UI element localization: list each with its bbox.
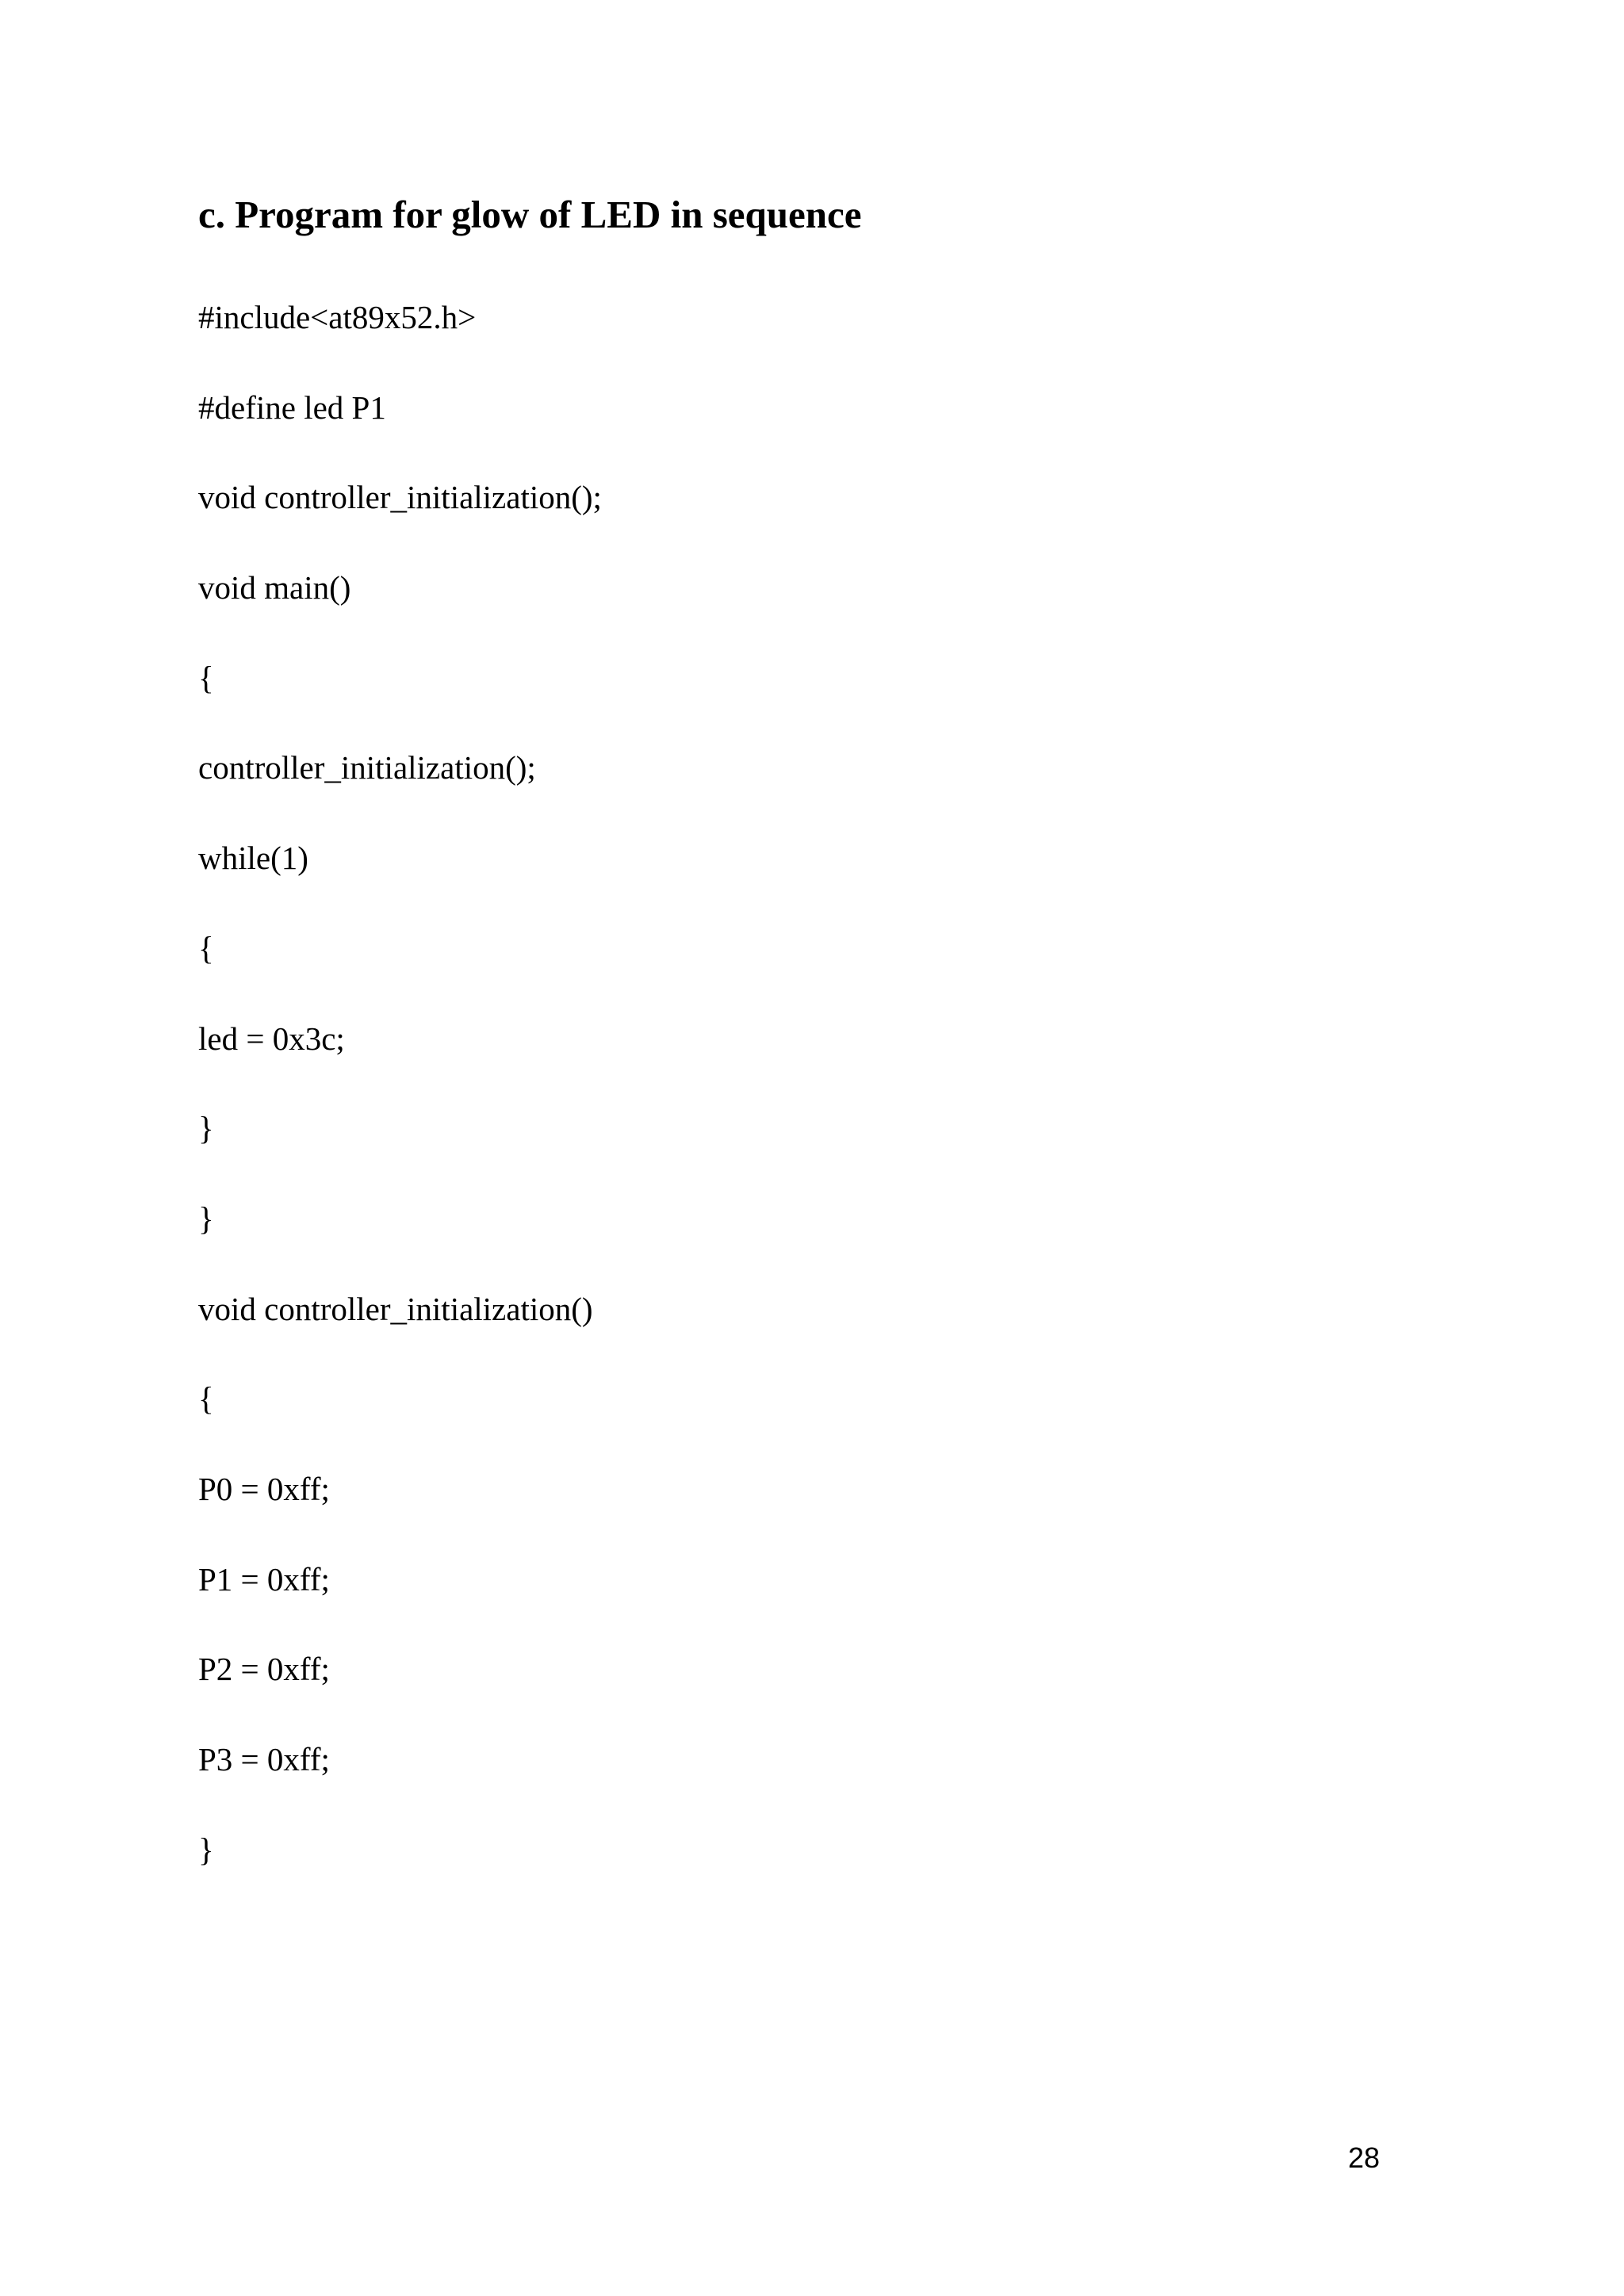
code-line: led = 0x3c; (198, 1020, 345, 1057)
code-line: { (198, 1380, 214, 1418)
code-line: void controller_initialization(); (198, 479, 602, 516)
section-heading: c. Program for glow of LED in sequence (198, 193, 862, 236)
code-line: #include<at89x52.h> (198, 299, 477, 335)
code-line: { (198, 659, 214, 696)
code-line: P1 = 0xff; (198, 1560, 330, 1598)
code-line: } (198, 1831, 214, 1868)
code-line: { (198, 929, 214, 966)
page-number: 28 (1348, 2141, 1381, 2174)
code-line: controller_initialization(); (198, 749, 536, 786)
code-line: void main() (198, 569, 351, 607)
code-line: P0 = 0xff; (198, 1470, 330, 1507)
code-listing (198, 294, 602, 1916)
code-line: } (198, 1200, 214, 1237)
code-line: P2 = 0xff; (198, 1651, 330, 1688)
code-line: #define led P1 (198, 388, 386, 426)
code-line: void controller_initialization() (198, 1290, 593, 1327)
code-line: P3 = 0xff; (198, 1741, 330, 1777)
code-line: } (198, 1110, 214, 1147)
code-line: while(1) (198, 840, 308, 877)
